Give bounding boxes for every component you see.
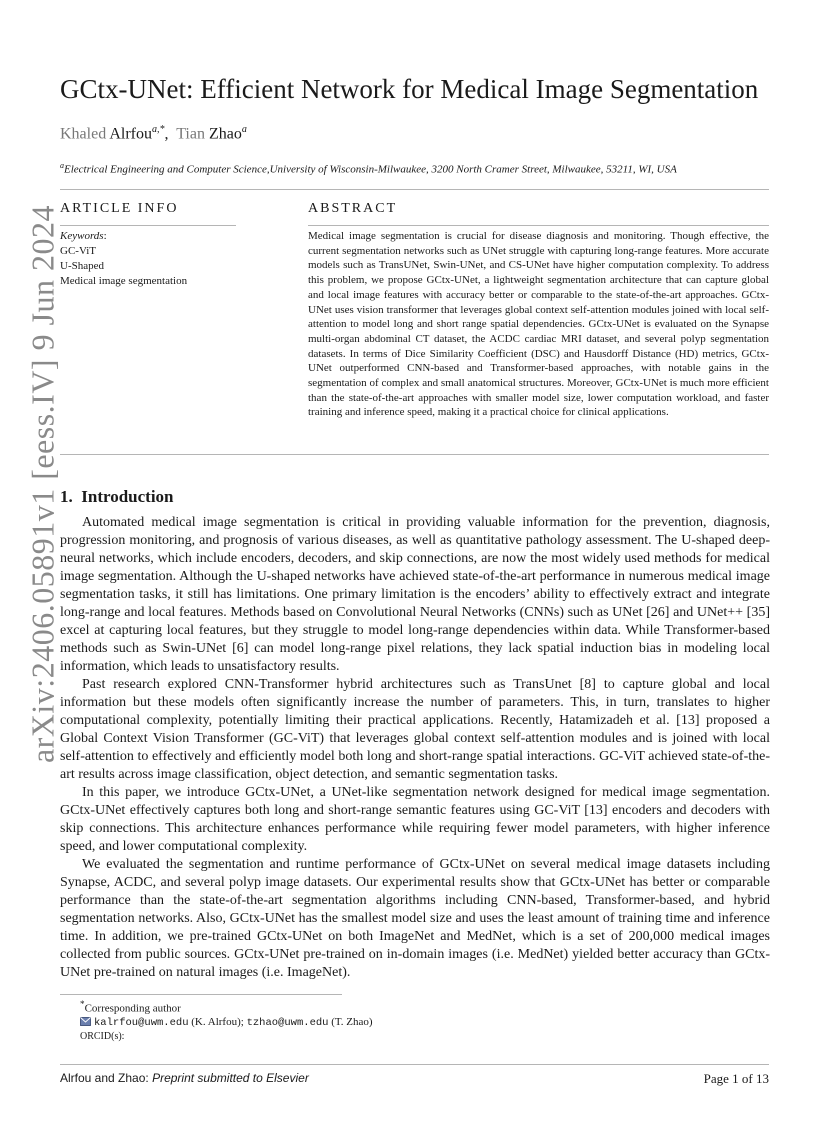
email-link-zhao[interactable]: tzhao@uwm.edu bbox=[246, 1017, 329, 1029]
abstract-bottom-divider bbox=[60, 454, 769, 455]
author-2-first-name: Tian bbox=[176, 125, 205, 143]
affiliation-text: Electrical Engineering and Computer Science,University of Wisconsin-Milwaukee, 3200 North Cramer Street, Milwaukee, 53211, WI, USA bbox=[64, 163, 677, 176]
author-list: Khaled Alrfou$^{a,*}$, Tian Zhao$^a$ bbox=[60, 124, 247, 143]
envelope-icon bbox=[80, 1017, 91, 1026]
email-link-alrfou[interactable]: kalrfou@uwm.edu bbox=[94, 1017, 189, 1029]
author-2-marks: a bbox=[241, 124, 247, 135]
section-body bbox=[60, 514, 770, 982]
footer-venue: Preprint submitted to Elsevier bbox=[152, 1071, 309, 1085]
page-number: Page 1 of 13 bbox=[703, 1071, 769, 1086]
footnote-mark: * bbox=[80, 999, 85, 1009]
body-paragraph: Past research explored CNN-Transformer hybrid architectures such as TransUnet [8] to capture global and local information but these models often significantly increase the number of parameters. This, in turn, translates to higher computational complexity, potentially limiting their practical applications. Recently, Hatamizadeh et al. [13] proposed a Global Context Vision Transformer (GC-ViT) that leverages global context self-attention modules and is joined with local self-attention to effectively and efficiently model both long and short-range spatial interactions. GC-ViT achieved state-of-the-art results across image classification, object detection, and semantic segmentation tasks. bbox=[60, 677, 770, 782]
email-line bbox=[80, 1016, 373, 1029]
author-1-last-name: Alrfou bbox=[109, 125, 152, 143]
article-info-heading: ARTICLE INFO bbox=[60, 201, 179, 216]
keywords-block: Keywords: GC-ViT U-Shaped Medical image segmentation bbox=[60, 230, 188, 287]
footer-divider bbox=[60, 1064, 769, 1065]
keyword-item: GC-ViT bbox=[60, 245, 97, 257]
header-divider bbox=[60, 189, 769, 190]
keyword-item: U-Shaped bbox=[60, 260, 104, 272]
footer-authors: Alrfou and Zhao: bbox=[60, 1071, 149, 1085]
abstract-heading: ABSTRACT bbox=[308, 201, 398, 216]
abstract-text: Medical image segmentation is crucial for disease diagnosis and monitoring. Though effective, the current segmentation networks such as UNet struggle with capturing long-range features. More accurate models such as TransUNet, Swin-UNet, and CS-UNet have higher computation complexity. To address this problem, we propose GCtx-UNet, a lightweight segmentation architecture that can capture global and local image features with accuracy better or comparable to the state-of-the-art approaches. GCtx-UNet uses vision transformer that leverages global context self-attention modules joined with local self-attention to model long and short range spatial dependencies. GCtx-UNet is evaluated on the Synapse multi-organ abdominal CT dataset, the ACDC cardiac MRI dataset, and several polyp segmentation datasets. In terms of Dice Similarity Coefficient (DSC) and Hausdorff Distance (HD) metrics, GCtx-UNet outperformed CNN-based and Transformer-based approaches, with notable gains in the segmentation of complex and small anatomical structures. Moreover, GCtx-UNet is much more efficient than the state-of-the-art approaches with smaller model size, lower computation workload, and faster training and inference speed, making it a practical choice for clinical applications. bbox=[308, 230, 769, 419]
corresponding-note bbox=[80, 999, 181, 1015]
affiliation-mark: a bbox=[60, 161, 64, 170]
corresponding-text: Corresponding author bbox=[84, 1002, 181, 1015]
keyword-item: Medical image segmentation bbox=[60, 275, 188, 287]
author-2-last-name: Zhao bbox=[208, 125, 242, 143]
email-owner-zhao: (T. Zhao) bbox=[331, 1016, 373, 1028]
footnote-divider bbox=[60, 994, 342, 995]
section-heading bbox=[60, 487, 174, 507]
orcid-line: ORCID(s): bbox=[80, 1031, 125, 1042]
body-paragraph: In this paper, we introduce GCtx-UNet, a UNet-like segmentation network designed for medical image segmentation. GCtx-UNet effectively captures both long and short-range semantic features using GC-ViT [13] encoders and decoders with skip connections. This architecture enhances performance while requiring fewer model parameters, with higher inference speed, and lower computational complexity. bbox=[60, 785, 770, 854]
paper-title: GCtx-UNet: Efficient Network for Medical Image Segmentation bbox=[60, 74, 759, 104]
section-number: 1. bbox=[60, 487, 73, 506]
email-owner-alrfou: (K. Alrfou); bbox=[191, 1016, 244, 1028]
abstract-divider bbox=[308, 225, 769, 226]
section-title: Introduction bbox=[81, 487, 174, 506]
affiliation bbox=[60, 161, 677, 176]
keywords-label: Keywords bbox=[60, 230, 104, 242]
article-info-divider bbox=[60, 225, 236, 226]
body-paragraph: Automated medical image segmentation is critical in providing valuable information for the prevention, diagnosis, progression monitoring, and prognosis of various diseases, as well as quantitative pathology assessment. The U-shaped deep-neural networks, which include encoders, decoders, and skip connections, are now the most widely used methods for medical image segmentation. Although the U-shaped networks have achieved state-of-the-art performance in numerous medical image segmentation tasks, it still has limitations. One primary limitation is the encoders’ ability to effectively extract and integrate long-range and local features. Methods based on Convolutional Neural Networks (CNNs) such as UNet [26] and UNet++ [35] excel at capturing local features, but they struggle to model long-range dependencies within data. While Transformer-based methods such as Swin-UNet [6] can model long-range pixel relations, they lack spatial induction bias in modeling local information, which leads to unsatisfactory results. bbox=[60, 515, 770, 674]
running-footer bbox=[60, 1071, 309, 1085]
author-1-marks: a,* bbox=[151, 124, 165, 135]
arxiv-stamp-text: arXiv:2406.05891v1 [eess.IV] 9 Jun 2024 bbox=[24, 204, 61, 764]
body-paragraph: We evaluated the segmentation and runtime performance of GCtx-UNet on several medical image datasets including Synapse, ACDC, and several polyp image datasets. Our experimental results show that GCtx-UNet has better or comparable performance than the state-of-the-art segmentation algorithms including CNN-based, Transformer-based, and hybrid segmentation networks. Also, GCtx-UNet has the smallest model size and uses the least amount of training time and inference time. In addition, we pre-trained GCtx-UNet on both ImageNet and MedNet, which is a set of 200,000 medical images collected from public sources. GCtx-UNet pre-trained on in-domain images (i.e. MedNet) yielded better accuracy than GCtx-UNet pre-trained on natural images (i.e. ImageNet). bbox=[60, 857, 770, 980]
author-1-first-name: Khaled bbox=[60, 125, 107, 143]
